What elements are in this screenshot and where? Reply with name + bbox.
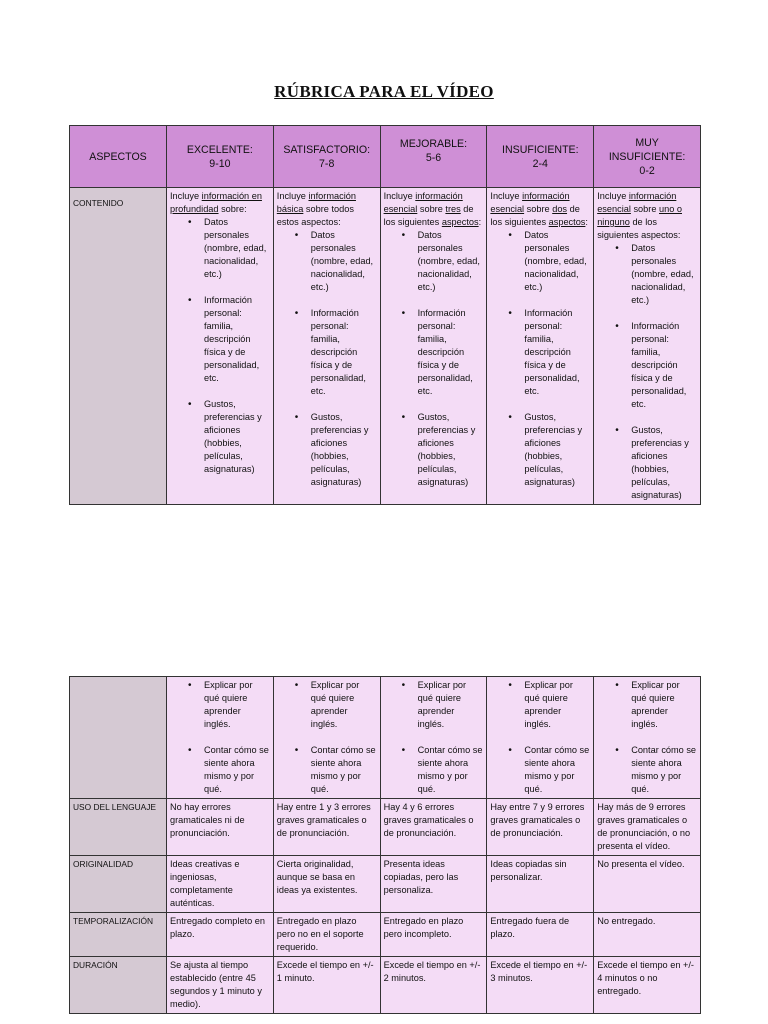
aspect-label-empty: [70, 677, 167, 799]
criterion-cell: [487, 677, 594, 799]
criterion-cell: Hay más de 9 errores graves gramaticales o de pronunciación, o no presenta el vídeo.: [594, 799, 701, 856]
header-level: EXCELENTE: 9-10: [167, 126, 274, 188]
criterion-cell: Entregado en plazo pero no en el soporte requerido.: [273, 913, 380, 957]
list-item: • Información personal: familia, descripción física y de personalidad, etc.: [418, 307, 484, 398]
aspect-label: CONTENIDO: [70, 188, 167, 505]
criterion-cell: [594, 677, 701, 799]
criterion-cell: No presenta el vídeo.: [594, 856, 701, 913]
criterion-cell: Ideas creativas e ingeniosas, completamente auténticas.: [167, 856, 274, 913]
list-item: • Explicar por qué quiere aprender inglés.: [524, 679, 590, 731]
list-item: • Información personal: familia, descripción física y de personalidad, etc.: [631, 320, 697, 411]
bullet-list: [490, 229, 590, 489]
row-duracion: [70, 957, 701, 1014]
list-item: • Gustos, preferencias y aficiones (hobbies, películas, asignaturas): [204, 398, 270, 476]
criterion-cell: Incluye información básica sobre todos estos aspectos: • Datos personales (nombre, edad, nacionalidad, etc.) • Información personal: familia, descripción física y de personalidad, etc. • Gustos, preferencias y aficiones (hobbies, películas, asignaturas): [273, 188, 380, 505]
list-item: • Información personal: familia, descripción física y de personalidad, etc.: [524, 307, 590, 398]
criterion-cell: Entregado fuera de plazo.: [487, 913, 594, 957]
row-originalidad: [70, 856, 701, 913]
bullet-list: [597, 679, 697, 796]
bullet-list: [384, 229, 484, 489]
list-item: • Gustos, preferencias y aficiones (hobbies, películas, asignaturas): [631, 424, 697, 502]
list-item: • Información personal: familia, descripción física y de personalidad, etc.: [311, 307, 377, 398]
criterion-cell: Incluye información esencial sobre uno o ninguno de los siguientes aspectos: • Datos personales (nombre, edad, nacionalidad, etc.) • Información personal: familia, descripción física y de personalidad, etc. • Gustos, preferencias y aficiones (hobbies, películas, asignaturas): [594, 188, 701, 505]
criterion-cell: Se ajusta al tiempo establecido (entre 45 segundos y 1 minuto y medio).: [167, 957, 274, 1014]
criterion-cell: [380, 677, 487, 799]
list-item: • Contar cómo se siente ahora mismo y por qué.: [418, 744, 484, 796]
aspect-label: ORIGINALIDAD: [70, 856, 167, 913]
header-level: MUY INSUFICIENTE: 0-2: [594, 126, 701, 188]
document-title: RÚBRICA PARA EL VÍDEO: [274, 82, 494, 101]
list-item: • Gustos, preferencias y aficiones (hobbies, películas, asignaturas): [524, 411, 590, 489]
criterion-cell: Hay 4 y 6 errores graves gramaticales o de pronunciación.: [380, 799, 487, 856]
list-item: • Contar cómo se siente ahora mismo y por qué.: [524, 744, 590, 796]
criterion-cell: No entregado.: [594, 913, 701, 957]
row-temporalizacion: [70, 913, 701, 957]
list-item: • Explicar por qué quiere aprender inglés.: [631, 679, 697, 731]
criterion-cell: Cierta originalidad, aunque se basa en ideas ya existentes.: [273, 856, 380, 913]
bullet-list: [277, 229, 377, 489]
list-item: • Datos personales (nombre, edad, nacionalidad, etc.): [204, 216, 270, 281]
bullet-list: [170, 679, 270, 796]
bullet-list: [277, 679, 377, 796]
criterion-cell: [167, 677, 274, 799]
criterion-cell: Entregado en plazo pero incompleto.: [380, 913, 487, 957]
criterion-cell: Incluye información esencial sobre dos de los siguientes aspectos: • Datos personales (nombre, edad, nacionalidad, etc.) • Información personal: familia, descripción física y de personalidad, etc. • Gustos, preferencias y aficiones (hobbies, películas, asignaturas): [487, 188, 594, 505]
list-item: • Explicar por qué quiere aprender inglés.: [418, 679, 484, 731]
row-uso-del-lenguaje: [70, 799, 701, 856]
bullet-list: [490, 679, 590, 796]
criterion-cell: Incluye información en profundidad sobre: • Datos personales (nombre, edad, nacionalidad, etc.) • Información personal: familia, descripción física y de personalidad, etc. • Gustos, preferencias y aficiones (hobbies, películas, asignaturas): [167, 188, 274, 505]
criterion-cell: Hay entre 1 y 3 errores graves gramaticales o de pronunciación.: [273, 799, 380, 856]
list-item: • Gustos, preferencias y aficiones (hobbies, películas, asignaturas): [311, 411, 377, 489]
header-level: SATISFACTORIO: 7-8: [273, 126, 380, 188]
list-item: • Contar cómo se siente ahora mismo y por qué.: [204, 744, 270, 796]
criterion-cell: Hay entre 7 y 9 errores graves gramaticales o de pronunciación.: [487, 799, 594, 856]
criterion-cell: No hay errores gramaticales ni de pronunciación.: [167, 799, 274, 856]
criterion-cell: Presenta ideas copiadas, pero las personaliza.: [380, 856, 487, 913]
list-item: • Datos personales (nombre, edad, nacionalidad, etc.): [524, 229, 590, 294]
criterion-cell: [273, 677, 380, 799]
list-item: • Datos personales (nombre, edad, nacionalidad, etc.): [631, 242, 697, 307]
header-level: INSUFICIENTE: 2-4: [487, 126, 594, 188]
bullet-list: [384, 679, 484, 796]
list-item: • Datos personales (nombre, edad, nacionalidad, etc.): [418, 229, 484, 294]
rubric-table-part-1: [69, 125, 701, 505]
aspect-label: USO DEL LENGUAJE: [70, 799, 167, 856]
bullet-list: [170, 216, 270, 476]
list-item: • Gustos, preferencias y aficiones (hobbies, películas, asignaturas): [418, 411, 484, 489]
header-aspects: ASPECTOS: [70, 126, 167, 188]
list-item: • Explicar por qué quiere aprender inglés.: [204, 679, 270, 731]
row-contenido: [70, 188, 701, 505]
criterion-cell: Excede el tiempo en +/- 1 minuto.: [273, 957, 380, 1014]
criterion-cell: Excede el tiempo en +/- 3 minutos.: [487, 957, 594, 1014]
criterion-cell: Excede el tiempo en +/- 2 minutos.: [380, 957, 487, 1014]
bullet-list: [597, 242, 697, 502]
list-item: • Información personal: familia, descripción física y de personalidad, etc.: [204, 294, 270, 385]
list-item: • Explicar por qué quiere aprender inglés.: [311, 679, 377, 731]
criterion-cell: Incluye información esencial sobre tres de los siguientes aspectos: • Datos personales (nombre, edad, nacionalidad, etc.) • Información personal: familia, descripción física y de personalidad, etc. • Gustos, preferencias y aficiones (hobbies, películas, asignaturas): [380, 188, 487, 505]
row-contenido-continued: [70, 677, 701, 799]
criterion-cell: Excede el tiempo en +/- 4 minutos o no entregado.: [594, 957, 701, 1014]
criterion-cell: Ideas copiadas sin personalizar.: [487, 856, 594, 913]
criterion-cell: Entregado completo en plazo.: [167, 913, 274, 957]
header-row: [70, 126, 701, 188]
aspect-label: TEMPORALIZACIÓN: [70, 913, 167, 957]
list-item: • Contar cómo se siente ahora mismo y por qué.: [311, 744, 377, 796]
rubric-table-part-2: [69, 676, 701, 1014]
list-item: • Datos personales (nombre, edad, nacionalidad, etc.): [311, 229, 377, 294]
list-item: • Contar cómo se siente ahora mismo y por qué.: [631, 744, 697, 796]
aspect-label: DURACIÓN: [70, 957, 167, 1014]
header-level: MEJORABLE: 5-6: [380, 126, 487, 188]
